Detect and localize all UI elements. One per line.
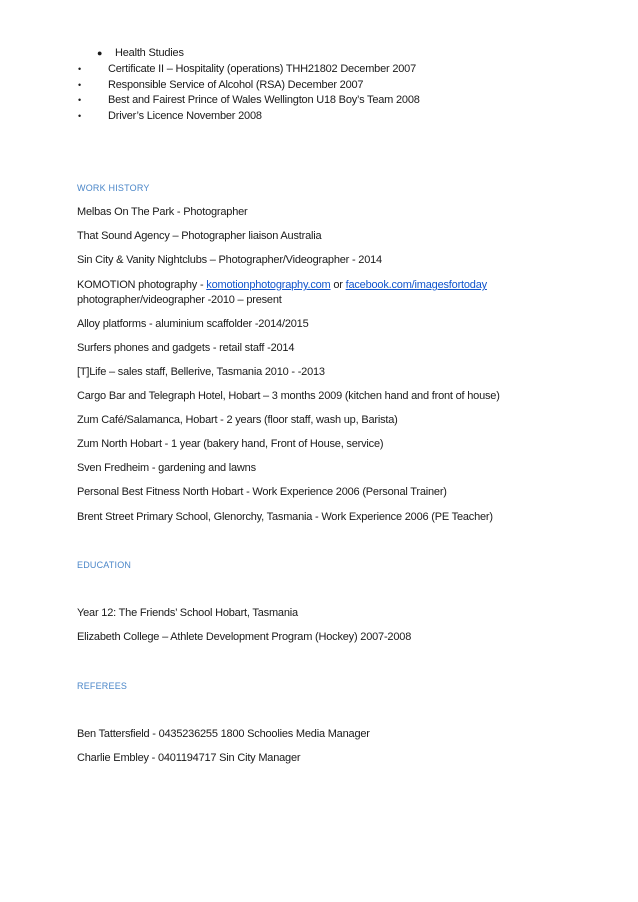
work-entry-komotion-role: photographer/videographer -2010 – present	[77, 294, 282, 306]
qualification-item: Certificate II – Hospitality (operations) THH21802 December 2007	[108, 63, 416, 75]
komotion-prefix: KOMOTION photography -	[77, 279, 207, 291]
work-history-heading: WORK HISTORY	[77, 183, 150, 193]
work-entry: Cargo Bar and Telegraph Hotel, Hobart – 3 months 2009 (kitchen hand and front of house)	[77, 390, 500, 402]
education-entry: Elizabeth College – Athlete Development Program (Hockey) 2007-2008	[77, 631, 412, 643]
qualification-item: Responsible Service of Alcohol (RSA) December 2007	[108, 79, 364, 91]
work-entry: Sven Fredheim - gardening and lawns	[77, 462, 256, 474]
work-entry: Zum North Hobart - 1 year (bakery hand, Front of House, service)	[77, 438, 384, 450]
qualification-indented-item: Health Studies	[115, 47, 184, 59]
bullet-icon: ●	[97, 48, 103, 58]
work-entry: Zum Café/Salamanca, Hobart - 2 years (floor staff, wash up, Barista)	[77, 414, 398, 426]
work-entry: Personal Best Fitness North Hobart - Work Experience 2006 (Personal Trainer)	[77, 486, 447, 498]
komotion-website-link[interactable]: komotionphotography.com	[206, 279, 331, 291]
work-entry: Surfers phones and gadgets - retail staff -2014	[77, 342, 295, 354]
work-entry: Alloy platforms - aluminium scaffolder -2014/2015	[77, 318, 309, 330]
work-entry: [T]Life – sales staff, Bellerive, Tasmania 2010 - -2013	[77, 366, 325, 378]
work-entry: Sin City & Vanity Nightclubs – Photographer/Videographer - 2014	[77, 254, 382, 266]
komotion-middle: or	[330, 279, 346, 291]
bullet-icon: •	[78, 111, 81, 121]
qualification-item: Driver’s Licence November 2008	[108, 110, 262, 122]
work-entry: Brent Street Primary School, Glenorchy, Tasmania - Work Experience 2006 (PE Teacher)	[77, 511, 493, 523]
referee-entry: Ben Tattersfield - 0435236255 1800 Schoolies Media Manager	[77, 728, 370, 740]
work-entry: Melbas On The Park - Photographer	[77, 206, 248, 218]
referee-entry: Charlie Embley - 0401194717 Sin City Manager	[77, 752, 301, 764]
bullet-icon: •	[78, 64, 81, 74]
education-entry: Year 12: The Friends’ School Hobart, Tasmania	[77, 607, 298, 619]
education-heading: EDUCATION	[77, 560, 132, 570]
facebook-link[interactable]: facebook.com/imagesfortoday	[345, 279, 487, 291]
work-entry: That Sound Agency – Photographer liaison Australia	[77, 230, 322, 242]
qualification-item: Best and Fairest Prince of Wales Wellington U18 Boy’s Team 2008	[108, 94, 420, 106]
bullet-icon: •	[78, 95, 81, 105]
bullet-icon: •	[78, 80, 81, 90]
work-entry-komotion	[77, 278, 487, 292]
referees-heading: REFEREES	[77, 681, 128, 691]
